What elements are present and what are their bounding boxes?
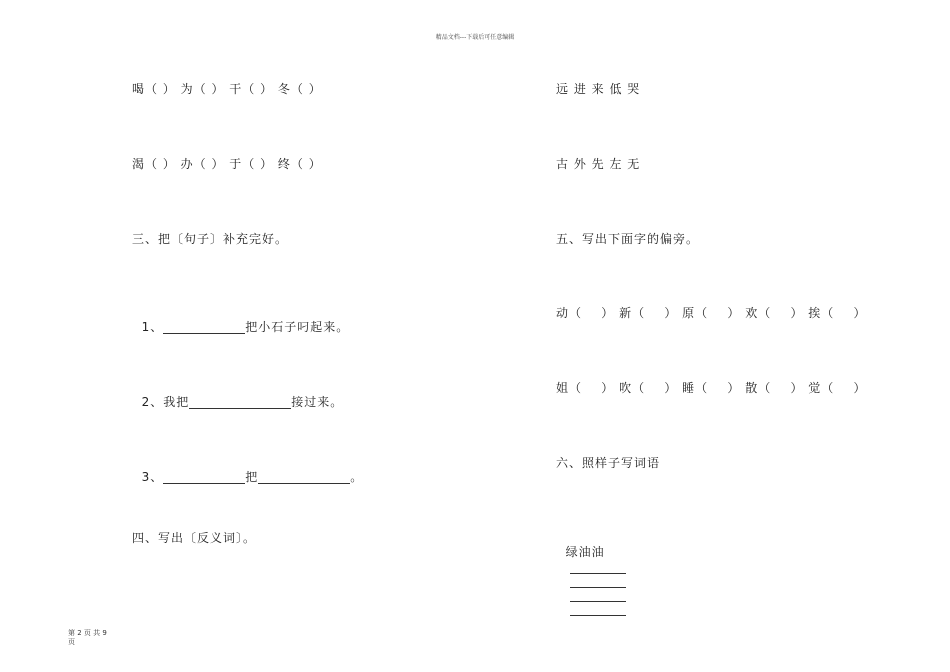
radicals-row-2: 姐（ ） 吹（ ） 睡（ ） 散（ ） 觉（ ） [556, 381, 867, 395]
sentence-3 [132, 454, 363, 485]
page-header: 精品文档---下载后可任意编辑 [435, 34, 515, 41]
page-number-line-1: 第 2 页 共 9 [68, 629, 107, 637]
section-3-title: 三、把〔句子〕补充完好。 [132, 232, 289, 246]
sentence-2-suffix: 接过来。 [291, 395, 344, 409]
word-blank-4[interactable] [570, 603, 626, 616]
page-number-line-2: 页 [68, 638, 75, 646]
sentence-3-suffix: 。 [350, 470, 364, 484]
sentence-1-prefix: 1、 [141, 320, 164, 334]
example-word: 绿油油 [565, 545, 605, 559]
left-row-2: 渴（ ） 办（ ） 于（ ） 终（ ） [132, 157, 322, 171]
sentence-3-prefix: 3、 [141, 470, 164, 484]
section-5-title: 五、写出下面字的偏旁。 [556, 232, 700, 246]
sentence-2-prefix: 2、我把 [141, 395, 190, 409]
left-row-1: 喝（ ） 为（ ） 干（ ） 冬（ ） [132, 82, 322, 96]
radicals-row-1: 动（ ） 新（ ） 原（ ） 欢（ ） 挨（ ） [556, 306, 867, 320]
section-4-title: 四、写出〔反义词〕。 [132, 531, 257, 545]
sentence-1-suffix: 把小石子叼起来。 [245, 320, 350, 334]
sentence-1-blank[interactable] [163, 321, 245, 334]
sentence-3-blank-2[interactable] [258, 471, 350, 484]
example-word-row [556, 529, 626, 616]
word-blank-3[interactable] [570, 589, 626, 602]
sentence-2-blank[interactable] [189, 396, 291, 409]
sentence-2 [132, 379, 343, 410]
right-row-1: 远 进 来 低 哭 [556, 82, 641, 96]
right-row-2: 古 外 先 左 无 [556, 157, 641, 171]
section-6-title: 六、照样子写词语 [556, 456, 661, 470]
sentence-3-mid: 把 [245, 470, 259, 484]
word-blank-2[interactable] [570, 575, 626, 588]
word-blank-1[interactable] [570, 561, 626, 574]
sentence-1 [132, 304, 349, 335]
sentence-3-blank-1[interactable] [163, 471, 245, 484]
